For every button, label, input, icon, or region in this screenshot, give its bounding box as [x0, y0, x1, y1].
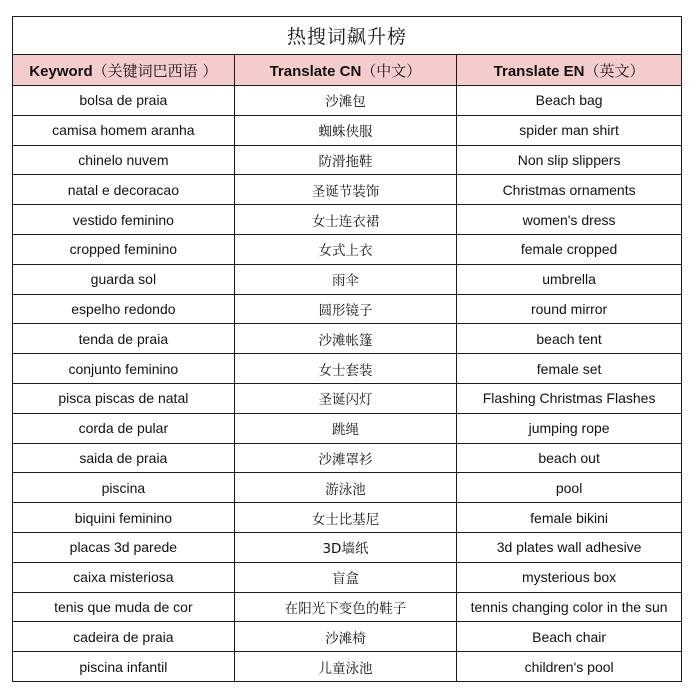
keyword-cell: piscina [13, 473, 235, 503]
keyword-cell: saida de praia [13, 443, 235, 473]
keyword-cell: cadeira de praia [13, 622, 235, 652]
translate-cn-cell: 雨伞 [234, 264, 456, 294]
keyword-cell: caixa misteriosa [13, 562, 235, 592]
translate-en-cell: Flashing Christmas Flashes [457, 383, 682, 413]
translate-cn-cell: 女士套装 [234, 354, 456, 384]
table-row [13, 175, 682, 205]
table-row [13, 324, 682, 354]
keyword-cell: conjunto feminino [13, 354, 235, 384]
translate-en-cell: Christmas ornaments [457, 175, 682, 205]
keyword-cell: bolsa de praia [13, 86, 235, 116]
translate-en-cell: jumping rope [457, 413, 682, 443]
keyword-cell: guarda sol [13, 264, 235, 294]
translate-cn-cell: 儿童泳池 [234, 652, 456, 682]
table-row [13, 264, 682, 294]
keyword-cell: camisa homem aranha [13, 115, 235, 145]
translate-cn-cell: 蜘蛛侠服 [234, 115, 456, 145]
translate-cn-cell: 女式上衣 [234, 234, 456, 264]
translate-en-cell: Non slip slippers [457, 145, 682, 175]
table-row [13, 622, 682, 652]
keyword-cell: pisca piscas de natal [13, 383, 235, 413]
translate-en-cell: spider man shirt [457, 115, 682, 145]
translate-en-cell: 3d plates wall adhesive [457, 532, 682, 562]
header-translate-en [457, 55, 682, 86]
translate-en-cell: female bikini [457, 503, 682, 533]
table-row [13, 294, 682, 324]
table-row [13, 532, 682, 562]
table-row [13, 115, 682, 145]
translate-en-cell: beach tent [457, 324, 682, 354]
table-row [13, 443, 682, 473]
table-row [13, 234, 682, 264]
table-title-row [13, 17, 682, 55]
header-translate-en-en: Translate EN [493, 62, 585, 80]
keyword-cell: biquini feminino [13, 503, 235, 533]
header-translate-en-zh: （英文） [584, 61, 645, 80]
translate-en-cell: pool [457, 473, 682, 503]
translate-cn-cell: 圆形镜子 [234, 294, 456, 324]
translate-en-cell: round mirror [457, 294, 682, 324]
table-row [13, 413, 682, 443]
translate-cn-cell: 女士比基尼 [234, 503, 456, 533]
translate-en-cell: mysterious box [457, 562, 682, 592]
table-row [13, 354, 682, 384]
keyword-cell: placas 3d parede [13, 532, 235, 562]
table-header-row [13, 55, 682, 86]
table-row [13, 86, 682, 116]
translate-en-cell: beach out [457, 443, 682, 473]
table-row [13, 473, 682, 503]
table-row [13, 205, 682, 235]
translate-cn-cell: 在阳光下变色的鞋子 [234, 592, 456, 622]
translate-en-cell: women's dress [457, 205, 682, 235]
keyword-cell: corda de pular [13, 413, 235, 443]
header-keyword-en: Keyword [29, 62, 93, 80]
keyword-cell: chinelo nuvem [13, 145, 235, 175]
keyword-cell: espelho redondo [13, 294, 235, 324]
translate-en-cell: female cropped [457, 234, 682, 264]
header-translate-cn-en: Translate CN [269, 62, 362, 80]
keyword-table [12, 16, 682, 682]
header-translate-cn [234, 55, 456, 86]
translate-cn-cell: 3D墙纸 [234, 532, 456, 562]
keyword-cell: natal e decoracao [13, 175, 235, 205]
table-row [13, 652, 682, 682]
translate-en-cell: children's pool [457, 652, 682, 682]
table-row [13, 592, 682, 622]
keyword-cell: piscina infantil [13, 652, 235, 682]
keyword-cell: tenda de praia [13, 324, 235, 354]
translate-en-cell: Beach bag [457, 86, 682, 116]
translate-en-cell: umbrella [457, 264, 682, 294]
translate-en-cell: female set [457, 354, 682, 384]
translate-cn-cell: 女士连衣裙 [234, 205, 456, 235]
table-row [13, 383, 682, 413]
keyword-cell: tenis que muda de cor [13, 592, 235, 622]
translate-cn-cell: 防滑拖鞋 [234, 145, 456, 175]
table-title: 热搜词飙升榜 [13, 17, 682, 55]
header-keyword [13, 55, 235, 86]
table-row [13, 145, 682, 175]
translate-cn-cell: 沙滩罩衫 [234, 443, 456, 473]
header-translate-cn-zh: （中文） [361, 61, 422, 80]
translate-cn-cell: 圣诞节装饰 [234, 175, 456, 205]
translate-cn-cell: 沙滩帐篷 [234, 324, 456, 354]
translate-cn-cell: 圣诞闪灯 [234, 383, 456, 413]
translate-en-cell: Beach chair [457, 622, 682, 652]
translate-cn-cell: 盲盒 [234, 562, 456, 592]
translate-cn-cell: 跳绳 [234, 413, 456, 443]
table-row [13, 503, 682, 533]
table-row [13, 562, 682, 592]
keyword-cell: vestido feminino [13, 205, 235, 235]
translate-cn-cell: 沙滩椅 [234, 622, 456, 652]
translate-cn-cell: 沙滩包 [234, 86, 456, 116]
translate-cn-cell: 游泳池 [234, 473, 456, 503]
header-keyword-zh: （关键词巴西语 ） [92, 61, 218, 80]
keyword-cell: cropped feminino [13, 234, 235, 264]
translate-en-cell: tennis changing color in the sun [457, 592, 682, 622]
